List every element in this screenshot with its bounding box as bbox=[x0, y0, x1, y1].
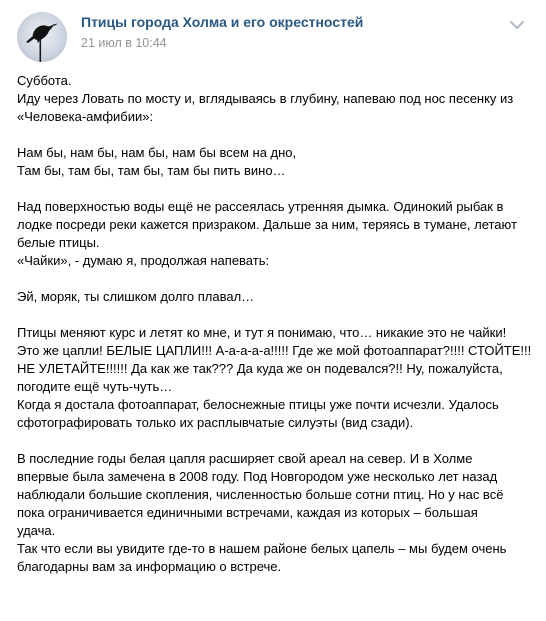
post-text-line: Там бы, там бы, там бы, там бы пить вино… bbox=[17, 163, 286, 178]
group-name-link[interactable]: Птицы города Холма и его окрестностей bbox=[81, 14, 364, 30]
post-paragraph bbox=[17, 198, 537, 270]
post-text-line: В последние годы белая цапля расширяет свой ареал на север. И в Холме bbox=[17, 451, 473, 466]
post-text-line: Это же цапли! БЕЛЫЕ ЦАПЛИ!!! А-а-а-а-а!!!!! Где же мой фотоаппарат?!!!! СТОЙТЕ!!! bbox=[17, 343, 532, 358]
post-text-line: Когда я достала фотоаппарат, белоснежные птицы уже почти исчезли. Удалось bbox=[17, 397, 499, 412]
post-text-line: «Человека-амфибии»: bbox=[17, 109, 154, 124]
post-text-line: пока ограничивается единичными встречами, каждая из которых – большая bbox=[17, 505, 478, 520]
bird-icon bbox=[17, 12, 67, 62]
post-text-line: погодите ещё чуть-чуть… bbox=[17, 379, 173, 394]
post-text-line: Так что если вы увидите где-то в нашем районе белых цапель – мы будем очень bbox=[17, 541, 507, 556]
post-date-link[interactable]: 21 июл в 10:44 bbox=[81, 36, 167, 50]
post-text-line: белые птицы. bbox=[17, 235, 100, 250]
post-paragraph bbox=[17, 72, 537, 126]
post-text-line: сфотографировать только их расплывчатые силуэты (вид сзади). bbox=[17, 415, 414, 430]
post-text-line: «Чайки», - думаю я, продолжая напевать: bbox=[17, 253, 270, 268]
post-text-line: наблюдали большие скопления, численностью больше сотни птиц. Но у нас всё bbox=[17, 487, 504, 502]
post-paragraph bbox=[17, 144, 537, 180]
post-text-line: Эй, моряк, ты слишком долго плавал… bbox=[17, 289, 255, 304]
post-text-line: впервые была замечена в 2008 году. Под Новгородом уже несколько лет назад bbox=[17, 469, 498, 484]
post-paragraph bbox=[17, 324, 537, 432]
post-text-line: НЕ УЛЕТАЙТЕ!!!!!! Да как же так??? Да куда же он подевался?!! Ну, пожалуйста, bbox=[17, 361, 503, 376]
chevron-down-icon[interactable] bbox=[508, 18, 526, 32]
post-text-line: Иду через Ловать по мосту и, вглядываясь в глубину, напеваю под нос песенку из bbox=[17, 91, 514, 106]
post-text-line: удача. bbox=[17, 523, 56, 538]
post-paragraph bbox=[17, 288, 537, 306]
post-text-line: Суббота. bbox=[17, 73, 72, 88]
post-text-line: благодарны вам за информацию о встрече. bbox=[17, 559, 282, 574]
post-text-line: лодке посреди реки кажется призраком. Дальше за ним, теряясь в тумане, летают bbox=[17, 217, 517, 232]
post-text bbox=[17, 72, 537, 576]
post-header bbox=[0, 0, 546, 64]
post-paragraph bbox=[17, 450, 537, 576]
post-text-line: Нам бы, нам бы, нам бы, нам бы всем на дно, bbox=[17, 145, 297, 160]
post-text-line: Над поверхностью воды ещё не рассеялась утренняя дымка. Одинокий рыбак в bbox=[17, 199, 504, 214]
avatar[interactable] bbox=[17, 12, 67, 62]
post-text-line: Птицы меняют курс и летят ко мне, и тут я понимаю, что… никакие это не чайки! bbox=[17, 325, 507, 340]
